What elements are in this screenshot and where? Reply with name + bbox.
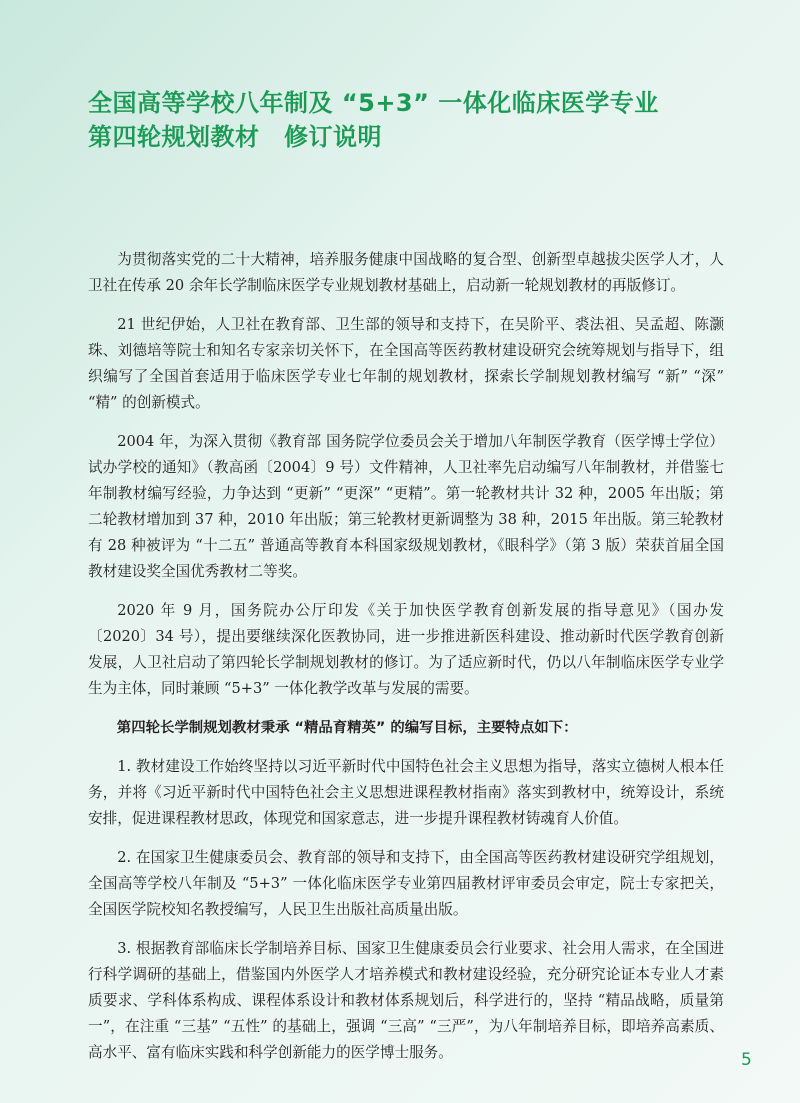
feature-item-2: 2. 在国家卫生健康委员会、教育部的领导和支持下，由全国高等医药教材建设研究学组规划，全国高等学校八年制及 “5+3” 一体化临床医学专业第四届教材评审委员会审定，院士专家把关，全国医学院校知名教授编写，人民卫生出版社高质量出版。 (88, 849, 724, 918)
paragraph-2004: 2004 年，为深入贯彻《教育部 国务院学位委员会关于增加八年制医学教育（医学博士学位）试办学校的通知》（教高函〔2004〕9 号）文件精神，人卫社率先启动编写八年制教材，并借鉴七年制教材编写经验，力争达到 “更新” “更深” “更精”。第一轮教材共计 32 种，2005 年出版；第二轮教材增加到 37 种，2010 年出版；第三轮教材更新调整为 38 种，2015 年出版。第三轮教材有 28 种被评为 “十二五” 普通高等教育本科国家级规划教材，《眼科学》（第 3 版）荣获首届全国教材建设奖全国优秀教材二等奖。 (88, 433, 724, 580)
document-body (88, 247, 724, 1079)
feature-item-3: 3. 根据教育部临床长学制培养目标、国家卫生健康委员会行业要求、社会用人需求，在全国进行科学调研的基础上，借鉴国内外医学人才培养模式和教材建设经验，充分研究论证本专业人才素质要求、学科体系构成、课程体系设计和教材体系规划后，科学进行的，坚持 “精品战略，质量第一”，在注重 “三基” “五性” 的基础上，强调 “三高” “三严”，为八年制培养目标，即培养高素质、高水平、富有临床实践和科学创新能力的医学博士服务。 (88, 940, 724, 1061)
title-line-1: 全国高等学校八年制及 “5+3” 一体化临床医学专业 (88, 89, 659, 117)
page-number: 5 (741, 1050, 752, 1070)
paragraph-intro: 为贯彻落实党的二十大精神，培养服务健康中国战略的复合型、创新型卓越拔尖医学人才，人卫社在传承 20 余年长学制临床医学专业规划教材基础上，启动新一轮规划教材的再版修订。 (88, 251, 724, 294)
features-heading: 第四轮长学制规划教材秉承 “精品育精英” 的编写目标，主要特点如下： (116, 720, 578, 736)
document-title (88, 86, 659, 154)
title-line-2: 第四轮规划教材 修订说明 (88, 123, 382, 151)
paragraph-2020: 2020 年 9 月，国务院办公厅印发《关于加快医学教育创新发展的指导意见》（国办发〔2020〕34 号），提出要继续深化医教协同，进一步推进新医科建设、推动新时代医学教育创新发展，人卫社启动了第四轮长学制规划教材的修订。为了适应新时代，仍以八年制临床医学专业学生为主体，同时兼顾 “5+3” 一体化教学改革与发展的需要。 (88, 602, 724, 697)
feature-item-1: 1. 教材建设工作始终坚持以习近平新时代中国特色社会主义思想为指导，落实立德树人根本任务，并将《习近平新时代中国特色社会主义思想进课程教材指南》落实到教材中，统筹设计，系统安排，促进课程教材思政，体现党和国家意志，进一步提升课程教材铸魂育人价值。 (88, 758, 724, 827)
paragraph-history: 21 世纪伊始，人卫社在教育部、卫生部的领导和支持下，在吴阶平、裘法祖、吴孟超、陈灏珠、刘德培等院士和知名专家亲切关怀下，在全国高等医药教材建设研究会统筹规划与指导下，组织编写了全国首套适用于临床医学专业七年制的规划教材，探索长学制规划教材编写 “新” “深” “精” 的创新模式。 (88, 316, 724, 411)
